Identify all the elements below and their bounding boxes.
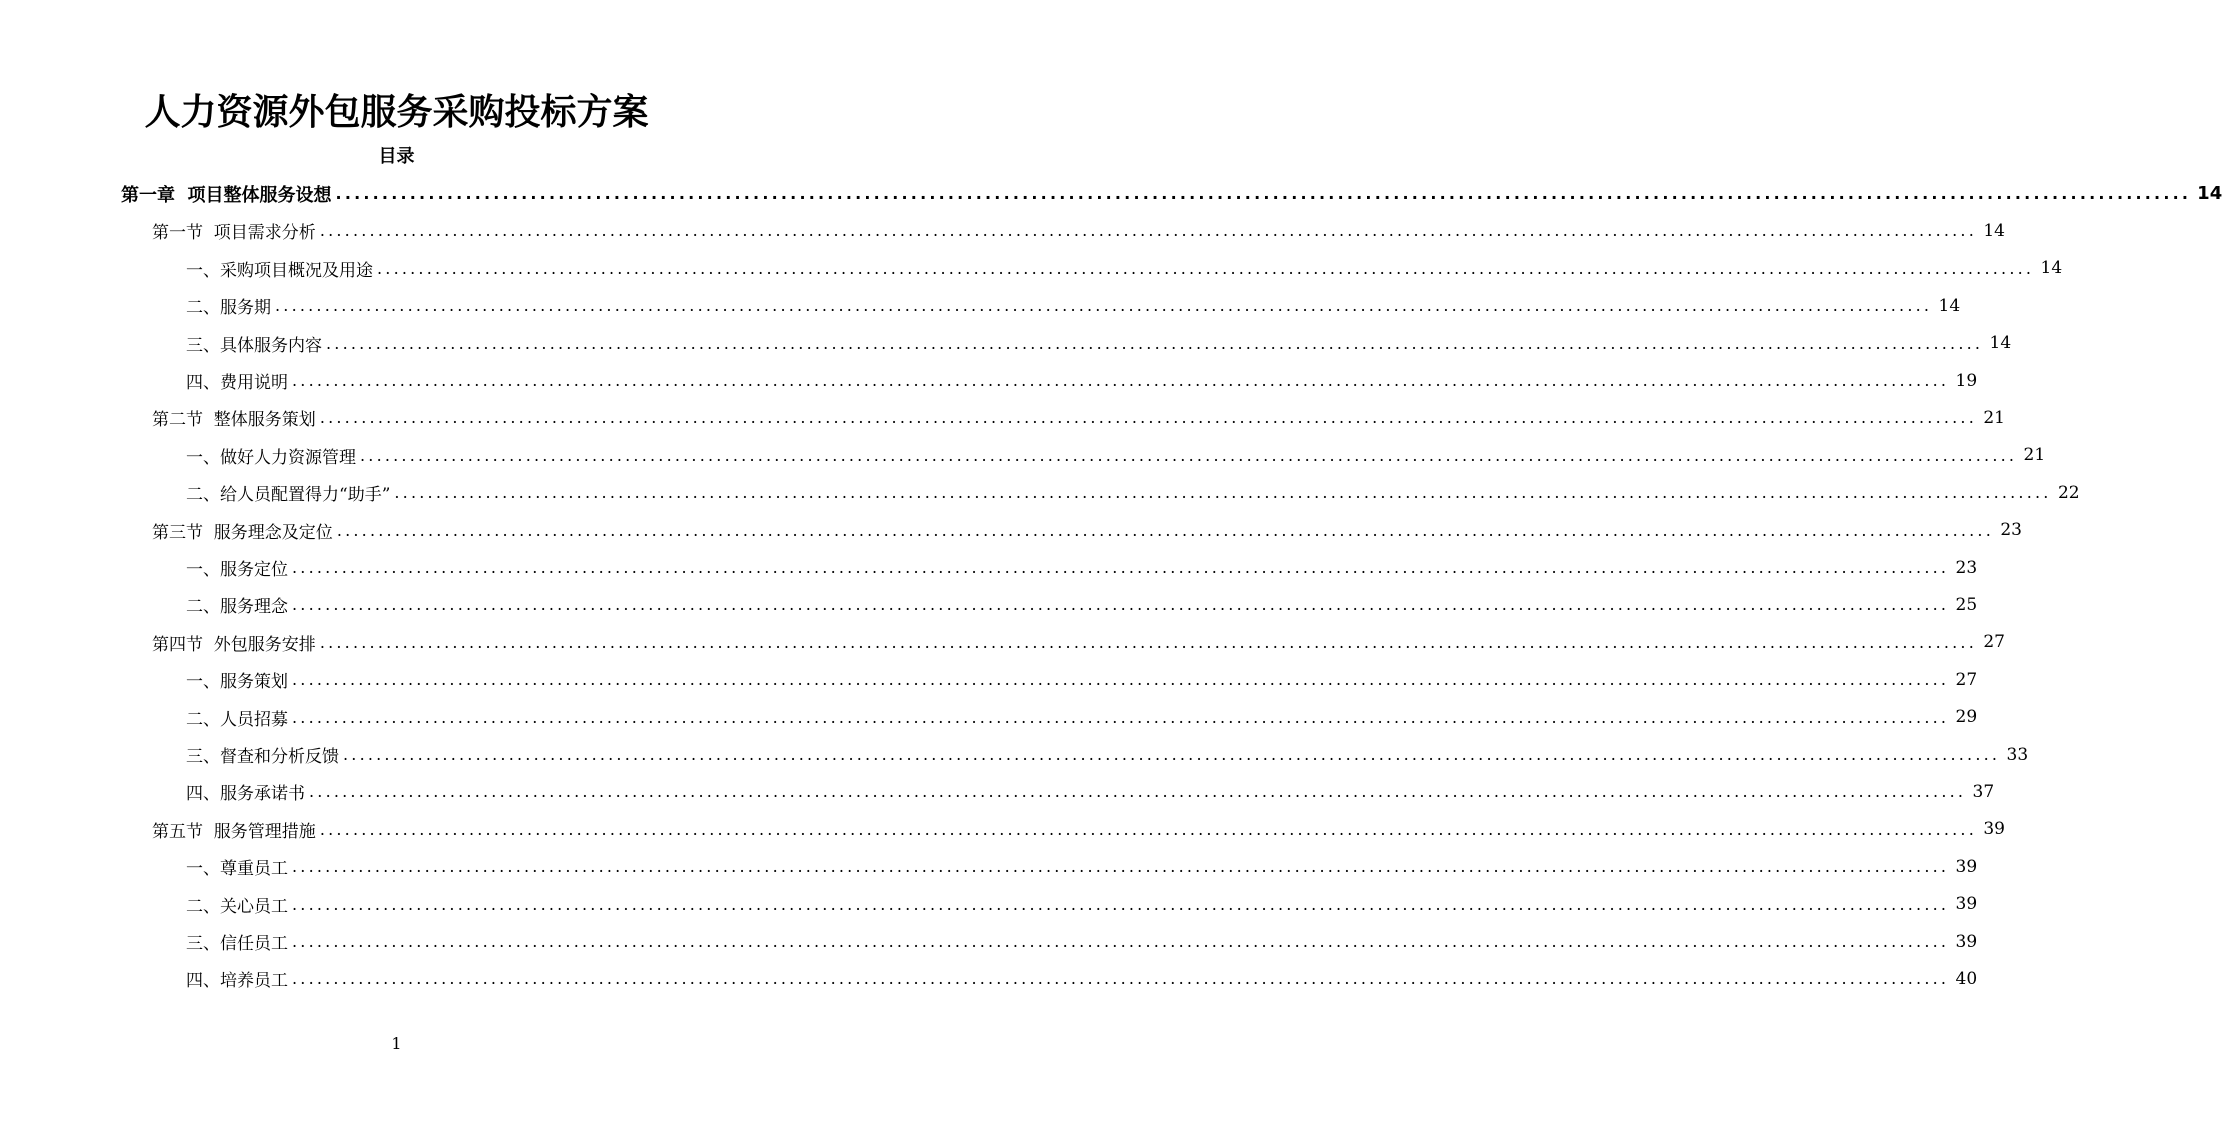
toc-dot-leader: ........................................................................................................................................................................................................ — [292, 969, 1950, 989]
toc-entry[interactable] — [152, 624, 2005, 661]
toc-dot-leader: ........................................................................................................................................................................................................ — [292, 932, 1950, 951]
toc-entry-title: 第五节 服务管理措施 — [152, 821, 316, 842]
toc-entry-page: 22 — [2057, 482, 2080, 503]
toc-entry[interactable] — [186, 287, 1961, 324]
toc-entry[interactable] — [186, 474, 2080, 511]
toc-entry-title: 四、服务承诺书 — [186, 784, 305, 805]
toc-dot-leader: ........................................................................................................................................................................................................ — [309, 782, 1967, 802]
toc-entry-page: 40 — [1955, 968, 1978, 989]
toc-dot-leader: ........................................................................................................................................................................................................ — [319, 819, 1977, 839]
toc-entry[interactable] — [186, 736, 2029, 773]
toc-entry-title: 二、服务期 — [186, 298, 271, 319]
toc-dot-leader: ........................................................................................................................................................................................................ — [292, 670, 1950, 690]
toc-entry[interactable] — [186, 362, 1978, 399]
toc-entry-page: 39 — [1983, 819, 2005, 840]
toc-dot-leader: ........................................................................................................................................................................................................ — [292, 558, 1950, 577]
toc-entry-page: 19 — [1955, 370, 1978, 391]
toc-entry-page: 21 — [1983, 407, 2005, 428]
toc-entry-page: 29 — [1955, 707, 1978, 728]
toc-entry[interactable] — [152, 399, 2005, 436]
toc-entry[interactable] — [186, 960, 1978, 997]
toc-entry-title: 一、做好人力资源管理 — [186, 447, 356, 468]
toc-entry[interactable] — [186, 437, 2046, 474]
toc-dot-leader: ........................................................................................................................................................................................................ — [319, 632, 1977, 652]
toc-heading: 目录 — [378, 146, 415, 167]
toc-entry-title: 三、具体服务内容 — [186, 335, 322, 356]
toc-entry[interactable] — [186, 250, 2063, 287]
toc-entry-page: 33 — [2006, 744, 2029, 765]
toc-dot-leader: ........................................................................................................................................................................................................ — [343, 745, 2001, 764]
toc-entry-title: 一、采购项目概况及用途 — [186, 260, 373, 281]
toc-dot-leader: ........................................................................................................................................................................................................ — [319, 221, 1977, 241]
toc-entry[interactable] — [186, 661, 1978, 698]
toc-entry-page: 25 — [1955, 594, 1978, 615]
toc-dot-leader: ........................................................................................................................................................................................................ — [292, 894, 1950, 914]
toc-entry-title: 第二节 整体服务策划 — [152, 410, 316, 431]
toc-entry-title: 二、关心员工 — [186, 896, 288, 917]
toc-entry-title: 一、服务定位 — [186, 560, 288, 580]
toc-entry-title: 一、服务策划 — [186, 672, 288, 693]
toc-entry[interactable] — [152, 212, 2005, 249]
toc-entry-page: 23 — [1955, 557, 1978, 578]
toc-entry-title: 二、服务理念 — [186, 597, 288, 618]
toc-entry-page: 14 — [2040, 258, 2063, 279]
toc-entry-page: 27 — [1983, 632, 2005, 653]
toc-entry[interactable] — [152, 512, 2022, 549]
toc-entry-title: 一、尊重员工 — [186, 859, 288, 880]
toc-entry-page: 37 — [1972, 781, 1995, 802]
toc-entry-page: 14 — [1983, 220, 2005, 241]
toc-entry-title: 第四节 外包服务安排 — [152, 634, 316, 655]
toc-entry[interactable] — [186, 699, 1978, 736]
toc-entry[interactable] — [186, 923, 1978, 960]
toc-entry-page: 21 — [2023, 445, 2046, 466]
toc-dot-leader: ........................................................................................................................................................................................................ — [275, 296, 1933, 316]
toc-entry[interactable] — [186, 325, 2012, 362]
toc-dot-leader: ........................................................................................................................................................................................................ — [292, 595, 1950, 615]
toc-entry[interactable] — [186, 586, 1978, 623]
toc-entry[interactable] — [121, 175, 2222, 212]
toc-entry-title: 三、信任员工 — [186, 934, 288, 954]
toc-dot-leader: ........................................................................................................................................................................................................ — [292, 707, 1950, 727]
toc-entry-page: 14 — [1989, 333, 2012, 354]
toc-entry-title: 第三节 服务理念及定位 — [152, 522, 333, 543]
toc-entry[interactable] — [186, 773, 1995, 810]
toc-entry-title: 第一章 项目整体服务设想 — [121, 184, 332, 206]
toc-entry-page: 23 — [2000, 520, 2022, 541]
toc-dot-leader: ........................................................................................................................................................................................................ — [394, 483, 2052, 503]
document-title: 人力资源外包服务采购投标方案 — [144, 92, 649, 133]
toc-entry-page: 39 — [1955, 856, 1978, 877]
toc-dot-leader: ........................................................................................................................................................................................................ — [336, 520, 1994, 540]
toc-entry-title: 二、给人员配置得力“助手” — [186, 485, 391, 506]
toc-entry-page: 27 — [1955, 669, 1978, 690]
toc-entry-page: 14 — [2197, 183, 2222, 204]
toc-entry-title: 二、人员招募 — [186, 709, 288, 730]
toc-entry-title: 第一节 项目需求分析 — [152, 223, 316, 244]
toc-entry[interactable] — [186, 549, 1978, 586]
toc-entry-title: 三、督查和分析反馈 — [186, 747, 339, 767]
toc-entry-page: 39 — [1955, 894, 1978, 915]
toc-entry-page: 14 — [1938, 295, 1961, 316]
toc-entry-title: 四、费用说明 — [186, 373, 288, 393]
toc-entry-title: 四、培养员工 — [186, 971, 288, 992]
toc-dot-leader: ........................................................................................................................................................................................................ — [360, 445, 2018, 465]
toc-dot-leader: ........................................................................................................................................................................................................ — [377, 258, 2035, 278]
toc-dot-leader: ........................................................................................................................................................................................................ — [335, 184, 2192, 203]
toc-entry-page: 39 — [1955, 931, 1978, 952]
page-number: 1 — [391, 1034, 402, 1053]
toc-entry[interactable] — [186, 848, 1978, 885]
toc-dot-leader: ........................................................................................................................................................................................................ — [326, 333, 1984, 353]
toc-dot-leader: ........................................................................................................................................................................................................ — [319, 408, 1977, 428]
toc-dot-leader: ........................................................................................................................................................................................................ — [292, 371, 1950, 390]
toc-entry[interactable] — [186, 886, 1978, 923]
toc-dot-leader: ........................................................................................................................................................................................................ — [292, 857, 1950, 877]
toc-entry[interactable] — [152, 811, 2005, 848]
